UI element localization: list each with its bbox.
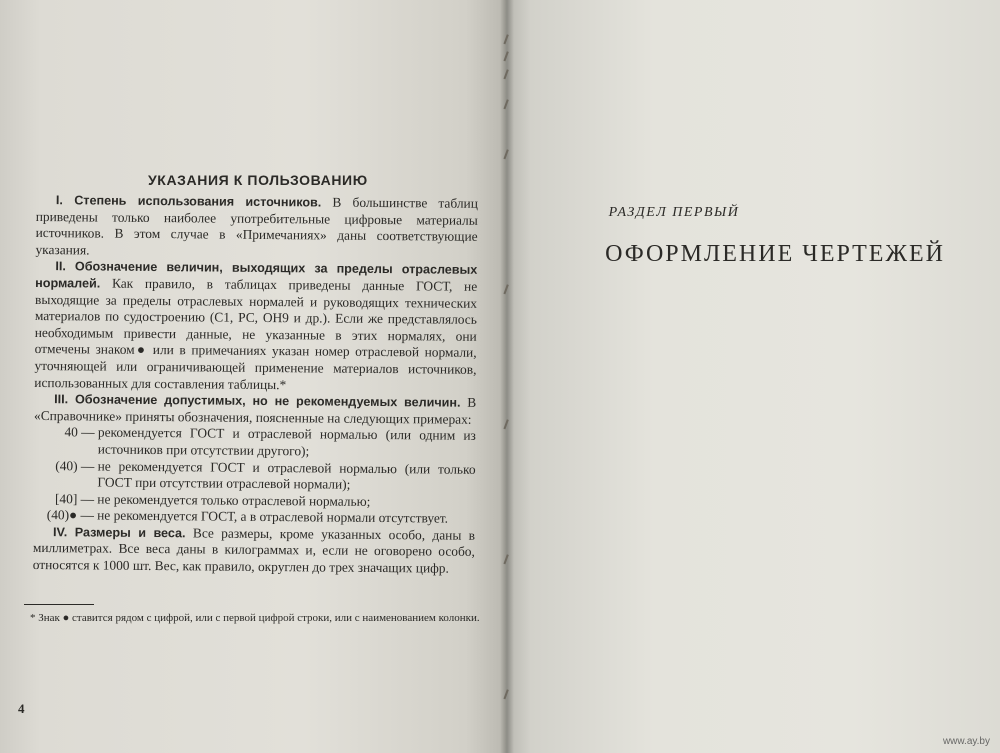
paragraph-sizes (33, 524, 475, 578)
example-row (33, 457, 475, 494)
example-description: не рекомендуется ГОСТ и отраслевой нормалью (или только ГОСТ при отсутствии отраслевой нормали); (97, 458, 476, 492)
example-dash: — (80, 507, 94, 523)
section-label: РАЗДЕЛ ПЕРВЫЙ (608, 205, 740, 220)
bullet-mark: ● (134, 342, 148, 358)
example-dash: — (80, 457, 95, 474)
paragraph-sources (35, 192, 478, 262)
paragraph-lead: IV. Размеры и веса. (52, 525, 186, 541)
book-gutter (500, 0, 514, 753)
example-mark: (40)● (46, 507, 78, 523)
section-title: ОФОРМЛЕНИЕ ЧЕРТЕЖЕЙ (605, 241, 945, 267)
instructions-body (33, 192, 478, 577)
paragraph-text: или в примечаниях указан номер отраслевой нормали, уточняющей или ограничивающей применение материалов источников, использованных для составления таблицы.* (34, 342, 477, 392)
right-page (506, 0, 1000, 753)
paragraph-text: Как правило, в таблицах приведены данные ГОСТ, не выходящие за пределы отраслевых нормалей и руководящих технических материалов по судостроению (С1, РС, ОН9 и др.). Если же представлялось необходимым привести данные, не указанные в этих нормалях, они отмечены знаком (34, 275, 478, 358)
paragraph-notation (34, 391, 476, 428)
example-description: рекомендуется ГОСТ и отраслевой нормалью (или одним из источников при отсутствии другого); (97, 424, 476, 459)
paragraph-lead: I. Степень использования источников. (55, 193, 322, 210)
paragraph-text: Все размеры, кроме указанных особо, даны в миллиметрах. Все веса даны в килограммах и, если не оговорено особо, относятся к 1000 шт. Вес, как правило, округлен до трех значащих цифр. (32, 525, 476, 576)
paragraph-values (34, 258, 477, 395)
example-dash: — (80, 491, 95, 507)
watermark: www.ay.by (942, 736, 990, 747)
page-number: 4 (18, 701, 25, 716)
example-mark: [40] (54, 490, 78, 507)
page-heading: УКАЗАНИЯ К ПОЛЬЗОВАНИЮ (148, 172, 368, 188)
paragraph-lead: III. Обозначение допустимых, но не рекомендуемых величин. (54, 392, 461, 410)
example-dash: — (81, 424, 95, 440)
example-description: не рекомендуется ГОСТ, а в отраслевой нормали отсутствует. (97, 507, 449, 526)
paragraph-lead: II. Обозначение величин, выходящих за пределы отраслевых нормалей. (35, 259, 478, 291)
footnote-divider (24, 604, 94, 605)
example-description: не рекомендуется только отраслевой нормалью; (97, 491, 371, 509)
example-mark: 40 (64, 424, 78, 440)
paragraph-text: В большинстве таблиц приведены только наиболее употребительные цифровые материалы источников. В этом случае в «Примечаниях» даны соответствующие указания. (35, 194, 478, 258)
footnote: * Знак ● ставится рядом с цифрой, или с первой цифрой строки, или с наименованием колонки. (30, 612, 480, 624)
paragraph-text: В «Справочнике» приняты обозначения, поясненные на следующих примерах: (33, 394, 477, 427)
example-row (34, 424, 476, 461)
example-mark: (40) (55, 457, 78, 473)
